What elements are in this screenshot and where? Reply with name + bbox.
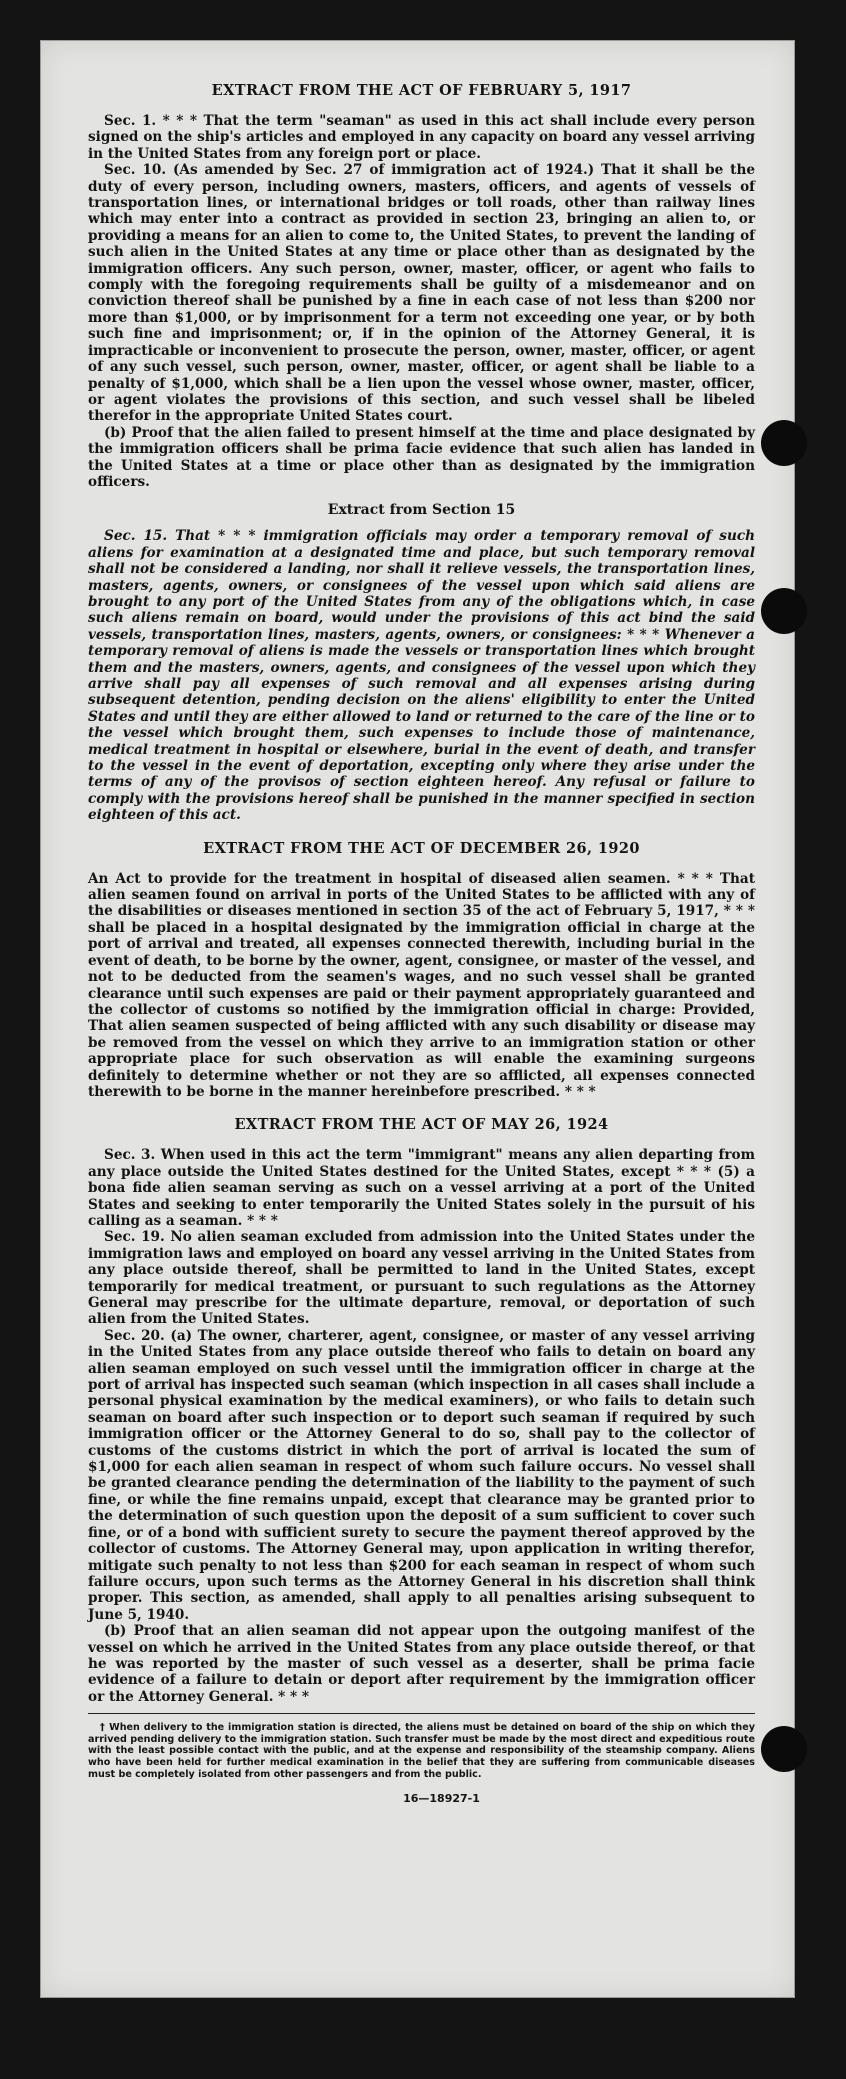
punch-hole (761, 420, 807, 466)
divider (88, 1713, 755, 1714)
section-heading: EXTRACT FROM THE ACT OF DECEMBER 26, 1920 (203, 839, 640, 857)
paragraph: Sec. 3. When used in this act the term "immigrant" means any alien departing from any place outside the United States destined for the United States, except * * * (5) a bona fide alien seaman serving as such on a vessel arriving at a port of the United States and seeking to enter temporarily the United States solely in the pursuit of his calling as a seaman. * * * (88, 1147, 755, 1229)
paragraph: Sec. 19. No alien seaman excluded from admission into the United States under the immigration laws and employed on board any vessel arriving in the United States from any place outside thereof, shall be permitted to land in the United States, except temporarily for medical treatment, or pursuant to such regulations as the Attorney General may prescribe for the ultimate departure, removal, or deportation of such alien from the United States. (88, 1229, 755, 1328)
punch-hole (761, 1726, 807, 1772)
form-number: 16—18927-1 (403, 1792, 480, 1806)
document-page (40, 40, 795, 1998)
punch-hole (761, 588, 807, 634)
section-heading: Extract from Section 15 (327, 502, 516, 519)
paragraph: Sec. 20. (a) The owner, charterer, agent, consignee, or master of any vessel arriving in the United States from any place outside thereof who fails to detain on board any alien seaman employed on such vessel until the immigration officer in charge at the port of arrival has inspected such seaman (which inspection in all cases shall include a personal physical examination by the medical examiners), or who fails to detain such seaman on board after such inspection or to deport such seaman if required by such immigration officer or the Attorney General to do so, shall pay to the collector of customs of the customs district in which the port of arrival is located the sum of $1,000 for each alien seaman in respect of whom such failure occurs. No vessel shall be granted clearance pending the determination of the liability to the payment of such fine, or while the fine remains unpaid, except that clearance may be granted prior to the determination of such question upon the deposit of a sum sufficient to cover such fine, or of a bond with sufficient surety to secure the payment thereof approved by the collector of customs. The Attorney General may, upon application in writing therefor, mitigate such penalty to not less than $200 for each seaman in respect of whom such failure occurs, upon such terms as the Attorney General in his discretion shall think proper. This section, as amended, shall apply to all penalties arising subsequent to June 5, 1940. (88, 1327, 755, 1623)
paragraph: (b) Proof that the alien failed to present himself at the time and place designated by the immigration officers shall be prima facie evidence that such alien has landed in the United States at a time or place other than as designated by the immigration officers. (88, 424, 755, 490)
section-heading: EXTRACT FROM THE ACT OF FEBRUARY 5, 1917 (211, 82, 632, 99)
paragraph: Sec. 15. That * * * immigration officials may order a temporary removal of such aliens for examination at a designated time and place, but such temporary removal shall not be considered a landing, nor shall it relieve vessels, the transportation lines, masters, agents, owners, or consignees of the vessel upon which said aliens are brought to any port of the United States from any of the obligations which, in case such aliens remain on board, would under the provisions of this act bind the said vessels, transportation lines, masters, agents, owners, or consignees: * * * Whenever a temporary removal of aliens is made the vessels or transportation lines which brought them and the masters, owners, agents, and consignees of the vessel upon which they arrive shall pay all expenses of such removal and all expenses arising during subsequent detention, pending decision on the aliens' eligibility to enter the United States and until they are either allowed to land or returned to the care of the line or to the vessel which brought them, such expenses to include those of maintenance, medical treatment in hospital or elsewhere, burial in the event of death, and transfer to the vessel in the event of deportation, excepting only where they arise under the terms of any of the provisos of section eighteen hereof. Any refusal or failure to comply with the provisions hereof shall be punished in the manner specified in section eighteen of this act. (88, 528, 755, 824)
paragraph: Sec. 1. * * * That the term "seaman" as used in this act shall include every person signed on the ship's articles and employed in any capacity on board any vessel arriving in the United States from any foreign port or place. (88, 113, 755, 162)
paragraph: An Act to provide for the treatment in hospital of diseased alien seamen. * * * That alien seamen found on arrival in ports of the United States to be afflicted with any of the disabilities or diseases mentioned in section 35 of the act of February 5, 1917, * * * shall be placed in a hospital designated by the immigration official in charge at the port of arrival and treated, all expenses connected therewith, including burial in the event of death, to be borne by the owner, agent, consignee, or master of the vessel, and not to be deducted from the seamen's wages, and no such vessel shall be granted clearance until such expenses are paid or their payment appropriately guaranteed and the collector of customs so notified by the immigration official in charge: Provided, That alien seamen suspected of being afflicted with any such disability or disease may be removed from the vessel on which they arrive to an immigration station or other appropriate place for such observation as will enable the examining surgeons definitely to determine whether or not they are so afflicted, all expenses connected therewith to be borne in the manner hereinbefore prescribed. * * * (88, 870, 755, 1100)
paragraph: Sec. 10. (As amended by Sec. 27 of immigration act of 1924.) That it shall be the duty of every person, including owners, masters, officers, and agents of vessels of transportation lines, or international bridges or toll roads, other than railway lines which may enter into a contract as provided in section 23, bringing an alien to, or providing a means for an alien to come to, the United States, to prevent the landing of such alien in the United States at any time or place other than as designated by the immigration officers. Any such person, owner, master, officer, or agent who fails to comply with the foregoing requirements shall be guilty of a misdemeanor and on conviction thereof shall be punished by a fine in each case of not less than $200 nor more than $1,000, or by imprisonment for a term not exceeding one year, or by both such fine and imprisonment; or, if in the opinion of the Attorney General, it is impracticable or inconvenient to prosecute the person, owner, master, officer, or agent of any such vessel, such person, owner, master, officer, or agent shall be liable to a penalty of $1,000, which shall be a lien upon the vessel whose owner, master, officer, or agent violates the provisions of this section, and such vessel shall be libeled therefor in the appropriate United States court. (88, 162, 755, 425)
paragraph: (b) Proof that an alien seaman did not appear upon the outgoing manifest of the vessel on which he arrived in the United States from any place outside thereof, or that he was reported by the master of such vessel as a deserter, shall be prima facie evidence of a failure to detain or deport after requirement by the immigration officer or the Attorney General. * * * (88, 1623, 755, 1705)
section-heading: EXTRACT FROM THE ACT OF MAY 26, 1924 (234, 1116, 609, 1134)
footnote: † When delivery to the immigration station is directed, the aliens must be detained on board of the ship on which they arrived pending delivery to the immigration station. Such transfer must be made by the most direct and expeditious route with the least possible contact with the public, and at the expense and responsibility of the steamship company. Aliens who have been held for further medical examination in the belief that they are suffering from communicable diseases must be completely isolated from other passengers and from the public. (88, 1722, 755, 1780)
